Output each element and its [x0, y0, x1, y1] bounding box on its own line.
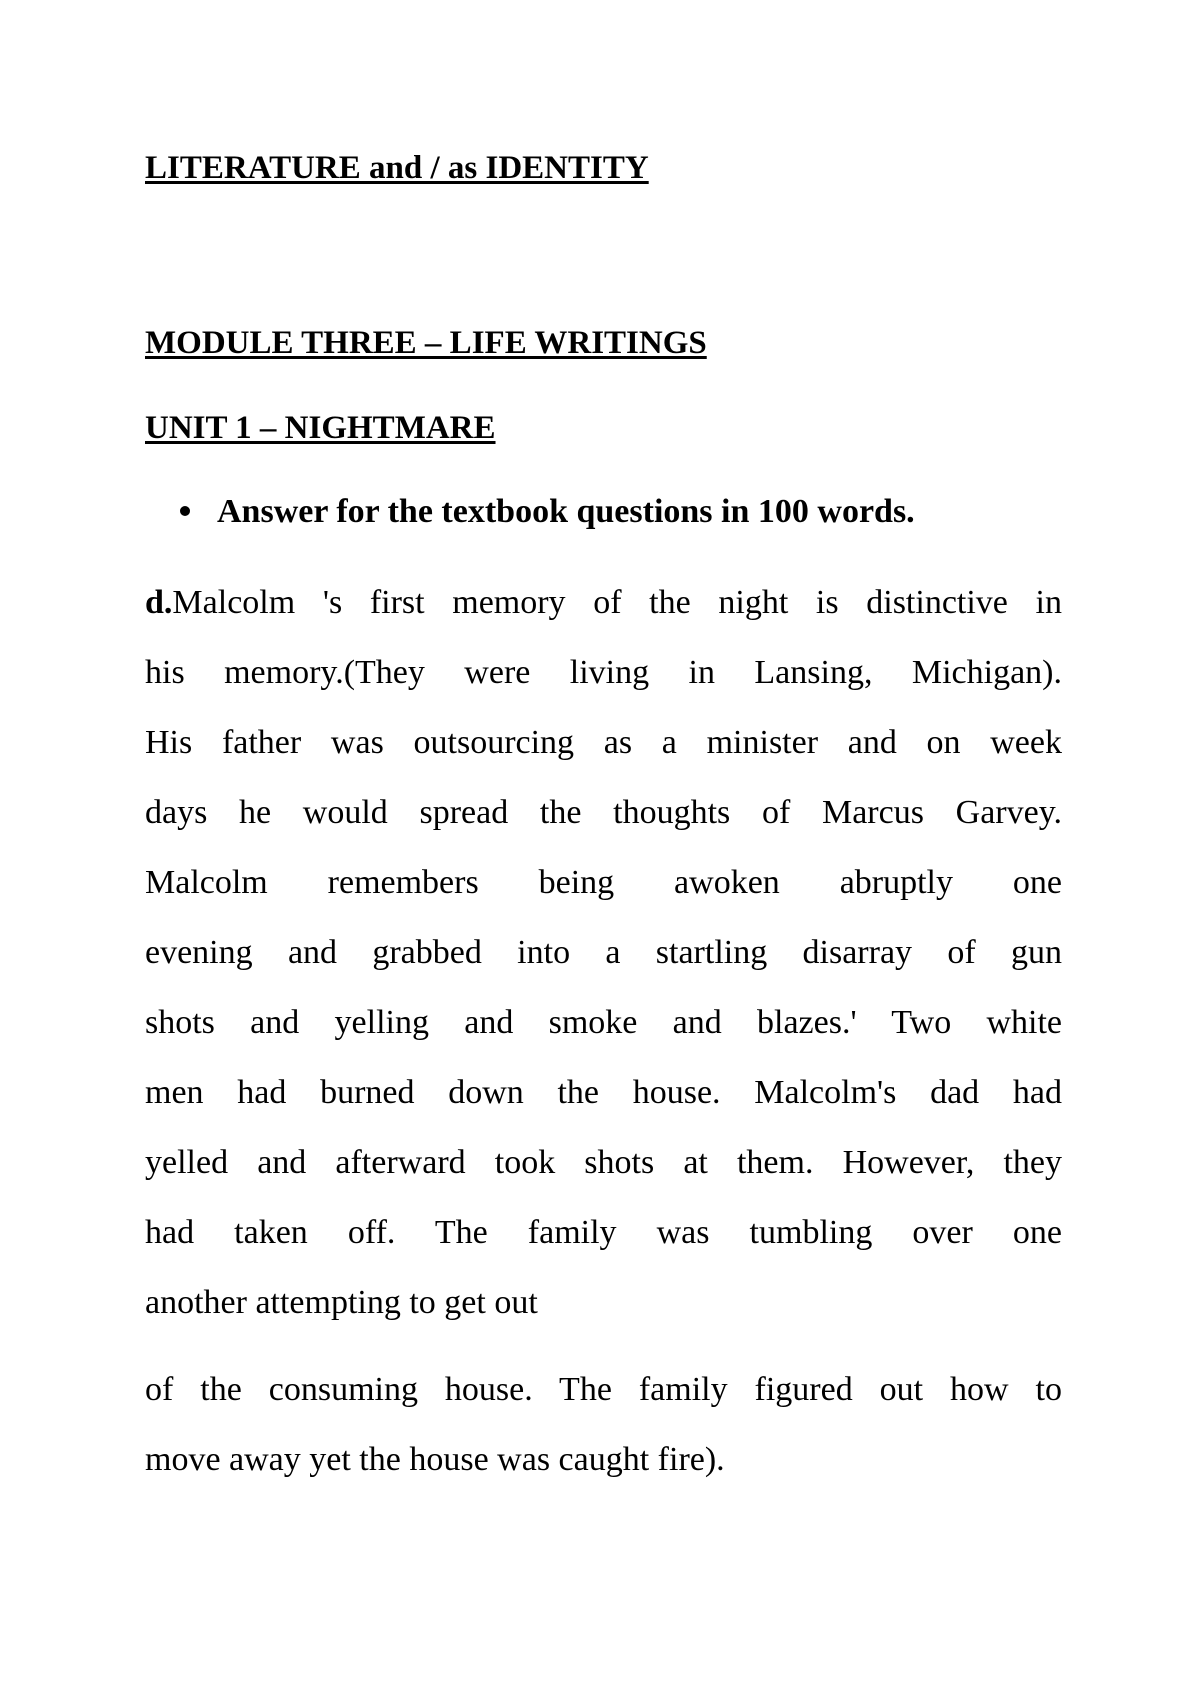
- answer-line: shots and yelling and smoke and blazes.' Two white: [145, 1004, 1062, 1041]
- answer-label: d.: [145, 584, 173, 621]
- answer-line: had taken off. The family was tumbling over one: [145, 1214, 1062, 1251]
- unit-heading: UNIT 1 – NIGHTMARE: [145, 410, 496, 446]
- answer-line: another attempting to get out: [145, 1284, 538, 1321]
- answer-line: Malcolm remembers being awoken abruptly one: [145, 864, 1062, 901]
- answer-line: [145, 583, 1062, 623]
- answer-line: move away yet the house was caught fire).: [145, 1441, 725, 1478]
- answer-line: His father was outsourcing as a minister and on week: [145, 724, 1062, 761]
- document-title: LITERATURE and / as IDENTITY: [145, 150, 649, 186]
- module-heading: MODULE THREE – LIFE WRITINGS: [145, 325, 707, 361]
- bullet-icon: [180, 506, 190, 516]
- answer-line: his memory.(They were living in Lansing, Michigan).: [145, 654, 1062, 691]
- instruction-bullet: [180, 493, 915, 531]
- answer-line: of the consuming house. The family figured out how to: [145, 1371, 1062, 1408]
- answer-line-text: Malcolm 's first memory of the night is distinctive in: [172, 584, 1062, 621]
- answer-line: yelled and afterward took shots at them. However, they: [145, 1144, 1062, 1181]
- answer-line: men had burned down the house. Malcolm's dad had: [145, 1074, 1062, 1111]
- answer-line: evening and grabbed into a startling disarray of gun: [145, 934, 1062, 971]
- instruction-text: Answer for the textbook questions in 100 words.: [217, 493, 915, 530]
- answer-line: days he would spread the thoughts of Marcus Garvey.: [145, 794, 1062, 831]
